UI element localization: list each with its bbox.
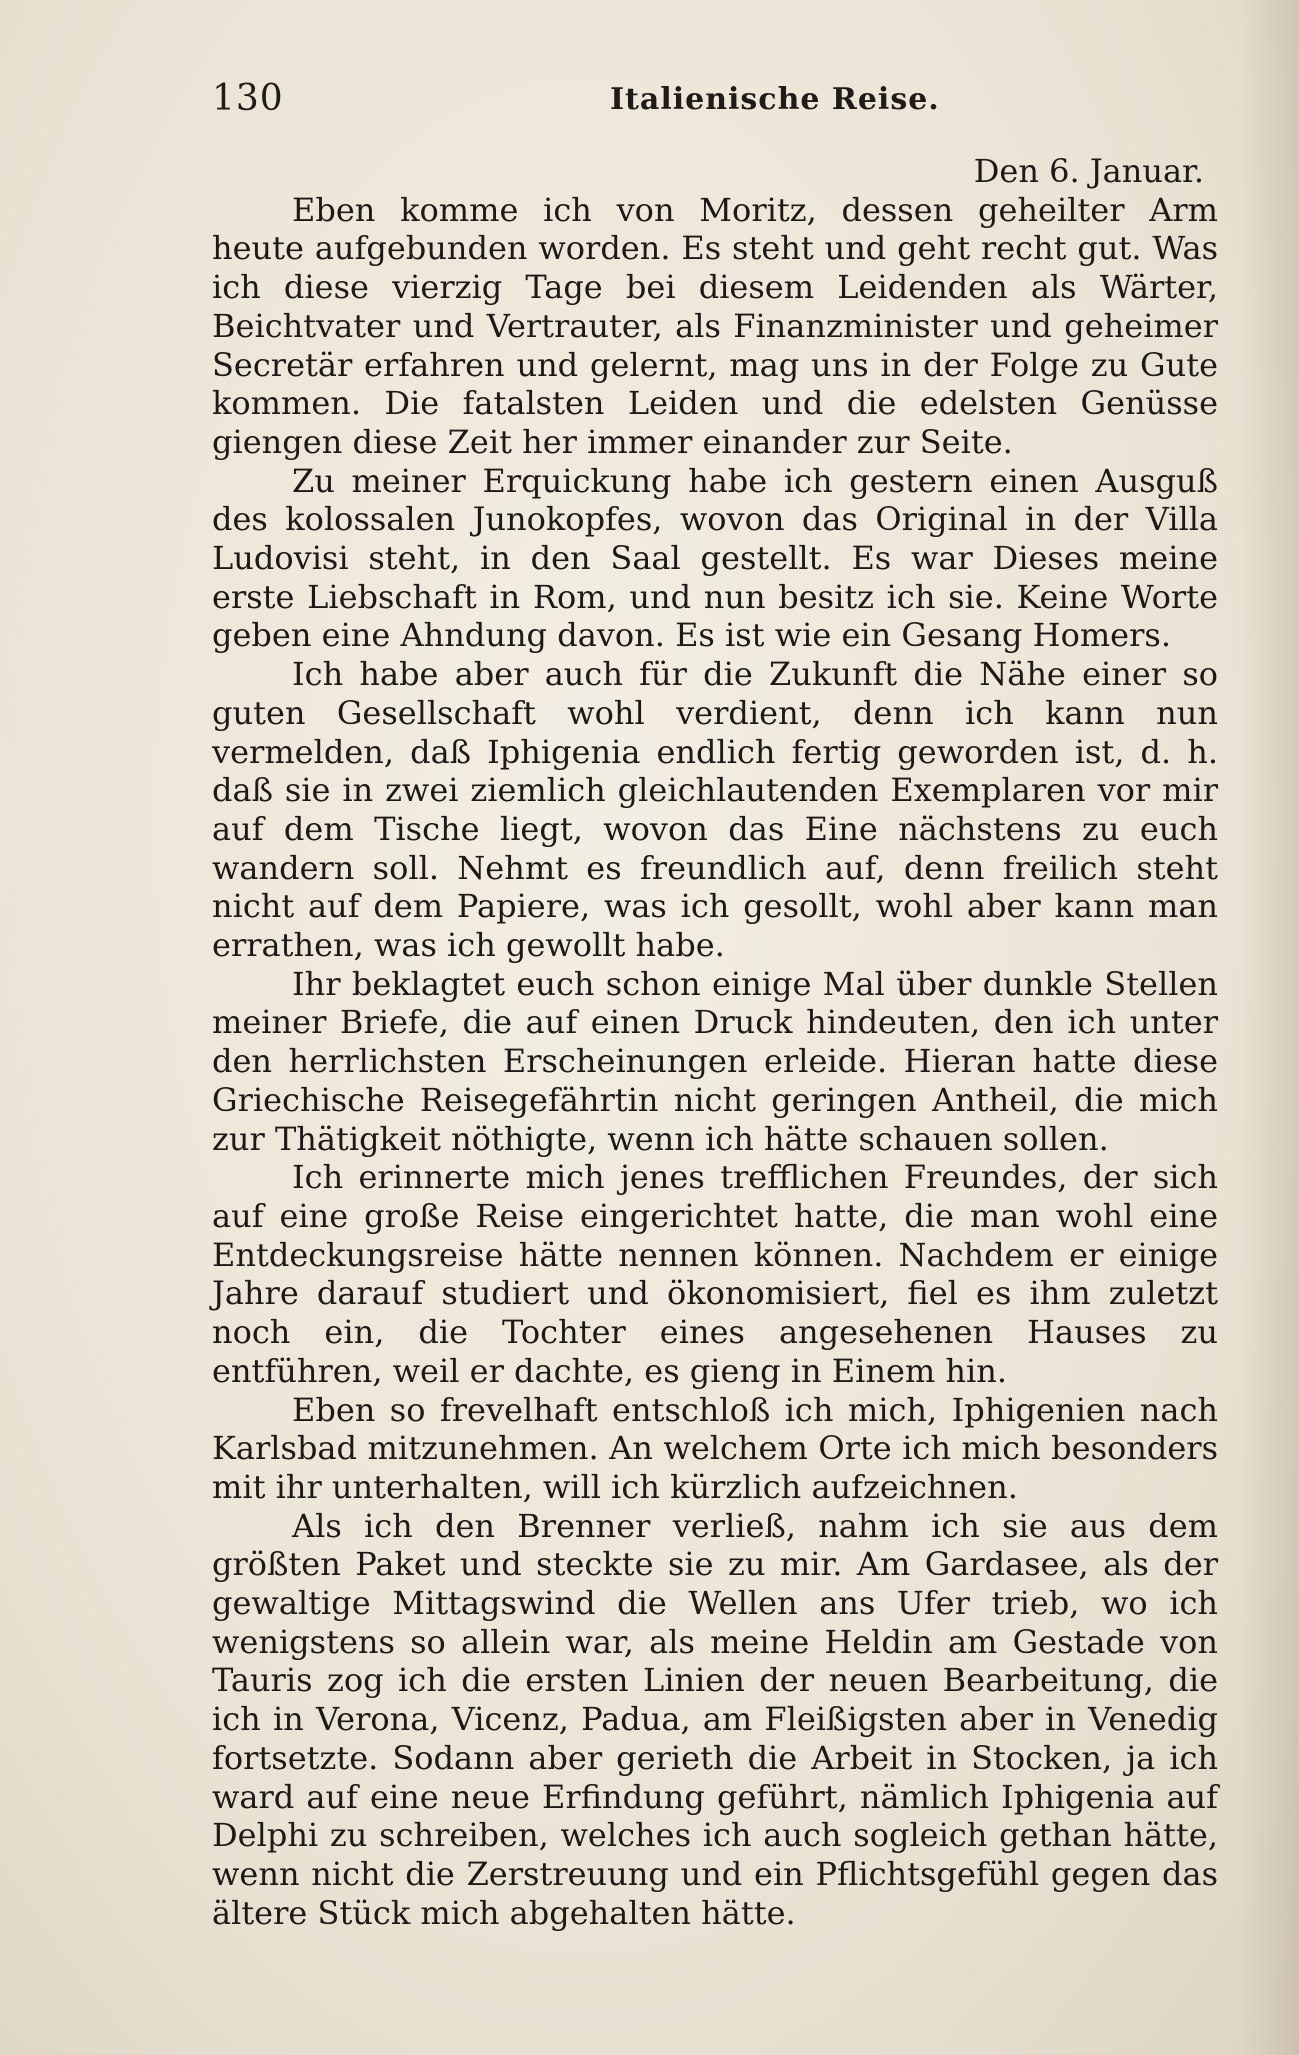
paragraph-1: Eben komme ich von Moritz, dessen geheilter Arm heute aufgebunden worden. Es steht und geht recht gut. Was ich diese vierzig Tage bei diesem Leidenden als Wärter, Beichtvater und Vertrauter, als Finanzminister und geheimer Secretär erfahren und gelernt, mag uns in der Folge zu Gute kommen. Die fatalsten Leiden und die edelsten Genüsse giengen diese Zeit her immer einander zur Seite. (212, 190, 1218, 461)
paragraph-3: Ich habe aber auch für die Zukunft die Nähe einer so guten Gesellschaft wohl verdient, denn ich kann nun vermelden, daß Iphigenia endlich fertig geworden ist, d. h. daß sie in zwei ziemlich gleichlautenden Exemplaren vor mir auf dem Tische liegt, wovon das Eine nächstens zu euch wandern soll. Nehmt es freundlich auf, denn freilich steht nicht auf dem Papiere, was ich gesollt, wohl aber kann man errathen, was ich gewollt habe. (212, 655, 1218, 965)
paragraph-5: Ich erinnerte mich jenes trefflichen Freundes, der sich auf eine große Reise eingerichtet hatte, die man wohl eine Entdeckungsreise hätte nennen können. Nachdem er einige Jahre darauf studiert und ökonomisiert, fiel es ihm zuletzt noch ein, die Tochter eines angesehenen Hauses zu entführen, weil er dachte, es gieng in Einem hin. (212, 1158, 1218, 1390)
paragraph-6: Eben so frevelhaft entschloß ich mich, Iphigenien nach Karlsbad mitzunehmen. An welchem Orte ich mich besonders mit ihr unterhalten, will ich kürzlich aufzeichnen. (212, 1390, 1218, 1506)
letter-dateline: Den 6. Januar. (973, 152, 1204, 190)
page-edge-shadow (1239, 0, 1299, 2055)
running-head: Italienische Reise. (610, 82, 940, 117)
page-number: 130 (212, 78, 284, 119)
letter-body (212, 152, 1218, 1932)
page-header (212, 78, 1212, 128)
paragraph-4: Ihr beklagtet euch schon einige Mal über dunkle Stellen meiner Briefe, die auf einen Druck hindeuten, den ich unter den herrlichsten Erscheinungen erleide. Hieran hatte diese Griechische Reisegefährtin nicht geringen Antheil, die mich zur Thätigkeit nöthigte, wenn ich hätte schauen sollen. (212, 964, 1218, 1158)
paragraph-2: Zu meiner Erquickung habe ich gestern einen Ausguß des kolossalen Junokopfes, wovon das Original in der Villa Ludovisi steht, in den Saal gestellt. Es war Dieses meine erste Liebschaft in Rom, und nun besitz ich sie. Keine Worte geben eine Ahndung davon. Es ist wie ein Gesang Homers. (212, 461, 1218, 655)
paragraph-7: Als ich den Brenner verließ, nahm ich sie aus dem größten Paket und steckte sie zu mir. Am Gardasee, als der gewaltige Mittagswind die Wellen ans Ufer trieb, wo ich wenigstens so allein war, als meine Heldin am Gestade von Tauris zog ich die ersten Linien der neuen Bearbeitung, die ich in Verona, Vicenz, Padua, am Fleißigsten aber in Venedig fortsetzte. Sodann aber gerieth die Arbeit in Stocken, ja ich ward auf eine neue Erfindung geführt, nämlich Iphigenia auf Delphi zu schreiben, welches ich auch sogleich gethan hätte, wenn nicht die Zerstreuung und ein Pflichtsgefühl gegen das ältere Stück mich abgehalten hätte. (212, 1506, 1218, 1932)
